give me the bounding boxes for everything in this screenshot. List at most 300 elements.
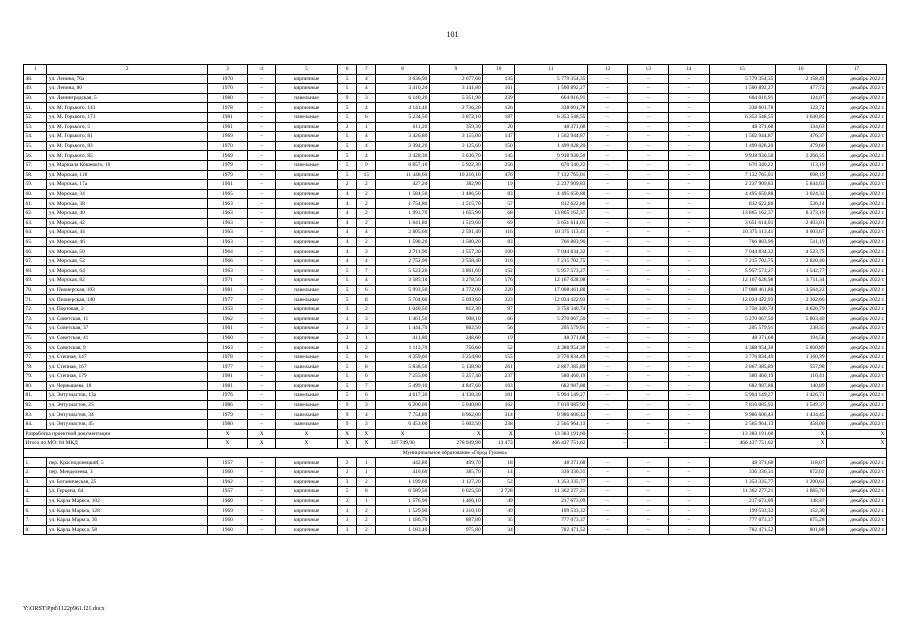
table-cell: – xyxy=(669,180,710,190)
table-cell: ул. Советская, 37 xyxy=(47,324,207,334)
table-cell: декабрь 2022 г. xyxy=(827,400,887,410)
table-cell: 1 549,37 xyxy=(775,400,826,410)
table-row xyxy=(24,295,887,305)
table-cell: 5 844,63 xyxy=(775,180,826,190)
table-cell: 1986 xyxy=(207,400,248,410)
table-cell: 812 622,86 xyxy=(709,199,775,209)
table-cell: – xyxy=(248,304,276,314)
table-cell: панельные xyxy=(276,391,338,401)
table-cell: 162 xyxy=(483,400,515,410)
table-cell: ул. Портовая, 2 xyxy=(47,304,207,314)
table-cell: – xyxy=(669,256,710,266)
table-cell: 1 486,50 xyxy=(429,189,482,199)
table-cell: 13 383 191,60 xyxy=(709,429,775,439)
table-cell: – xyxy=(628,506,669,516)
table-row xyxy=(24,189,887,199)
column-header: 16 xyxy=(775,65,826,75)
table-cell: 199 533,32 xyxy=(515,506,588,516)
table-cell: 67. xyxy=(24,256,47,266)
table-cell: 69. xyxy=(24,276,47,286)
table-cell: 50. xyxy=(24,93,47,103)
table-cell: декабрь 2022 г. xyxy=(827,506,887,516)
table-cell: – xyxy=(628,103,669,113)
table-cell: кирпичные xyxy=(276,372,338,382)
table-cell: 9 xyxy=(337,400,356,410)
table-cell: 1 993,70 xyxy=(376,208,429,218)
table-cell: – xyxy=(628,419,669,429)
table-cell: – xyxy=(587,324,628,334)
table-cell: 10 216,10 xyxy=(429,170,482,180)
table-cell: 3 155,00 xyxy=(429,132,482,142)
table-cell: – xyxy=(628,400,669,410)
table-cell: 8. xyxy=(24,525,47,535)
table-cell: 3 278,50 xyxy=(429,276,482,286)
table-cell: ул. Морская, 34 xyxy=(47,189,207,199)
table-cell: X xyxy=(483,429,515,439)
table-cell: кирпичные xyxy=(276,515,338,525)
table-cell: 5 957 573,27 xyxy=(709,266,775,276)
table-cell: – xyxy=(248,458,276,468)
table-cell: 2 xyxy=(337,333,356,343)
column-header: 10 xyxy=(483,65,515,75)
table-cell: 5 xyxy=(337,170,356,180)
table-cell: 1963 xyxy=(207,266,248,276)
table-cell: 70. xyxy=(24,285,47,295)
table-cell: – xyxy=(628,515,669,525)
table-cell: 5 779 354,35 xyxy=(515,74,588,84)
table-cell: – xyxy=(669,199,710,209)
table-cell: пер. Менделеева, 3 xyxy=(47,467,207,477)
table-cell: декабрь 2022 г. xyxy=(827,467,887,477)
table-cell: – xyxy=(669,84,710,94)
table-cell: 766 883,96 xyxy=(709,237,775,247)
table-cell: 2 xyxy=(357,237,376,247)
table-cell: 7 044 834,32 xyxy=(515,247,588,257)
table-cell: ул. Энтузиастов, 45 xyxy=(47,419,207,429)
table-cell: 65. xyxy=(24,237,47,247)
table-cell: – xyxy=(628,525,669,535)
table-cell: 1961 xyxy=(207,324,248,334)
table-cell: декабрь 2022 г. xyxy=(827,199,887,209)
table-cell: – xyxy=(628,84,669,94)
table-cell: 12 034 422,93 xyxy=(515,295,588,305)
table-cell: 4 xyxy=(357,84,376,94)
table-cell: 5 xyxy=(337,151,356,161)
table-cell: 2 867 385,89 xyxy=(709,362,775,372)
table-cell: – xyxy=(628,122,669,132)
table-cell: 3 xyxy=(337,314,356,324)
table-cell: 1960 xyxy=(207,496,248,506)
table-cell: – xyxy=(669,103,710,113)
table-cell: – xyxy=(248,228,276,238)
table-cell: 11 448,60 xyxy=(376,170,429,180)
table-cell: 7 xyxy=(357,381,376,391)
table-cell: – xyxy=(628,170,669,180)
table-cell: 1 xyxy=(357,458,376,468)
table-cell: 3 xyxy=(357,93,376,103)
table-cell: 1 426,71 xyxy=(775,391,826,401)
table-cell: – xyxy=(669,189,710,199)
table-cell: 409,70 xyxy=(429,458,482,468)
table-cell: 8 xyxy=(357,487,376,497)
table-cell: кирпичные xyxy=(276,496,338,506)
table-cell: 15 xyxy=(357,170,376,180)
table-cell: – xyxy=(587,237,628,247)
table-cell: – xyxy=(248,266,276,276)
table-cell: 2 xyxy=(357,343,376,353)
table-cell: – xyxy=(248,180,276,190)
table-row xyxy=(24,400,887,410)
table-cell: ул. Карла Маркса, 58 xyxy=(47,525,207,535)
table-cell: панельные xyxy=(276,352,338,362)
table-cell: 3 141,80 xyxy=(429,84,482,94)
file-path-footer: Y:\ORST\Ppd\1122p961.f21.docx xyxy=(23,606,105,612)
table-cell: 75. xyxy=(24,333,47,343)
table-cell: декабрь 2022 г. xyxy=(827,122,887,132)
column-header: 13 xyxy=(628,65,669,75)
table-cell: – xyxy=(669,525,710,535)
table-cell: ул. Морская, 44 xyxy=(47,228,207,238)
table-cell: 1979 xyxy=(207,410,248,420)
table-cell: 4 xyxy=(337,247,356,257)
table-cell: – xyxy=(669,477,710,487)
table-cell: 97 xyxy=(483,304,515,314)
table-cell: 82. xyxy=(24,400,47,410)
table-cell: – xyxy=(628,93,669,103)
table-cell: 1 127,20 xyxy=(429,477,482,487)
table-cell: 5 904 149,27 xyxy=(709,391,775,401)
table-cell: – xyxy=(669,400,710,410)
table-cell: 1960 xyxy=(207,333,248,343)
table-cell: 1969 xyxy=(207,506,248,516)
table-cell: 1964 xyxy=(207,247,248,257)
table-row xyxy=(24,458,887,468)
table-cell: 1 576,90 xyxy=(376,496,429,506)
table-cell: декабрь 2022 г. xyxy=(827,314,887,324)
table-cell: 862,50 xyxy=(429,324,482,334)
table-cell: 6 962,00 xyxy=(429,410,482,420)
table-cell: 19 xyxy=(483,180,515,190)
table-cell: 2 711,90 xyxy=(376,247,429,257)
table-cell: 1 598,20 xyxy=(376,237,429,247)
table-cell: 6 589,50 xyxy=(376,487,429,497)
table-cell: декабрь 2022 г. xyxy=(827,525,887,535)
table-cell: – xyxy=(669,237,710,247)
table-cell: кирпичные xyxy=(276,228,338,238)
table-cell: – xyxy=(628,237,669,247)
table-cell: панельные xyxy=(276,410,338,420)
table-cell: 176 xyxy=(483,276,515,286)
table-cell: 1 444,70 xyxy=(376,324,429,334)
table-row xyxy=(24,218,887,228)
table-cell: X xyxy=(827,429,887,439)
table-cell: – xyxy=(669,276,710,286)
table-cell: ул. Энтузиастов, 25 xyxy=(47,400,207,410)
table-cell: декабрь 2022 г. xyxy=(827,93,887,103)
table-cell: – xyxy=(628,391,669,401)
table-cell: 476 xyxy=(483,170,515,180)
table-row xyxy=(24,151,887,161)
column-header: 7 xyxy=(357,65,376,75)
table-cell: 4 359,60 xyxy=(376,352,429,362)
table-cell: 100 xyxy=(483,247,515,257)
column-header: 15 xyxy=(709,65,775,75)
table-cell: – xyxy=(628,266,669,276)
table-cell: панельные xyxy=(276,160,338,170)
table-cell: 1. xyxy=(24,458,47,468)
table-cell: декабрь 2022 г. xyxy=(827,324,887,334)
table-cell: 17 008 461,88 xyxy=(515,285,588,295)
table-cell: ул. Морская, 46 xyxy=(47,237,207,247)
table-cell: 1981 xyxy=(207,372,248,382)
table-cell: – xyxy=(669,151,710,161)
table-cell: 69 xyxy=(483,218,515,228)
table-cell: 5 803,40 xyxy=(775,314,826,324)
table-cell: декабрь 2022 г. xyxy=(827,151,887,161)
table-cell: – xyxy=(628,362,669,372)
column-header: 1 xyxy=(24,65,47,75)
table-cell: 664 016,91 xyxy=(515,93,588,103)
table-cell: 5 xyxy=(337,74,356,84)
table-cell: 1 353 335,77 xyxy=(709,477,775,487)
table-cell: – xyxy=(669,141,710,151)
table-cell: кирпичные xyxy=(276,208,338,218)
table-cell: пер. Краснодонецкий, 5 xyxy=(47,458,207,468)
table-cell: 1957 xyxy=(207,487,248,497)
table-cell: – xyxy=(628,487,669,497)
table-cell: 4 617,30 xyxy=(376,391,429,401)
table-cell: 2 362,66 xyxy=(775,295,826,305)
table-cell: – xyxy=(587,276,628,286)
table-cell: 1 040,50 xyxy=(376,304,429,314)
table-cell: ул. Ленина, 80 xyxy=(47,84,207,94)
table-cell: – xyxy=(587,400,628,410)
table-cell: – xyxy=(587,333,628,343)
table-cell: 278 949,90 xyxy=(429,439,482,449)
table-cell: 56. xyxy=(24,151,47,161)
table-cell: 466 437 751,62 xyxy=(515,439,588,449)
table-row xyxy=(24,170,887,180)
table-cell: – xyxy=(628,410,669,420)
table-cell: – xyxy=(669,266,710,276)
table-cell: кирпичные xyxy=(276,477,338,487)
table-row xyxy=(24,112,887,122)
table-cell: 812 622,86 xyxy=(515,199,588,209)
table-cell: 59. xyxy=(24,180,47,190)
table-cell: 205 579,91 xyxy=(515,324,588,334)
table-cell: 13 473 xyxy=(483,439,515,449)
table-cell: – xyxy=(628,458,669,468)
table-row xyxy=(24,160,887,170)
table-cell: 2 xyxy=(357,525,376,535)
table-cell: 7 215 702,75 xyxy=(515,256,588,266)
table-cell: – xyxy=(628,256,669,266)
table-cell: 5 351,90 xyxy=(429,93,482,103)
table-cell: кирпичные xyxy=(276,304,338,314)
table-cell: 2 558,40 xyxy=(429,256,482,266)
table-cell: 9 986 606,43 xyxy=(515,410,588,420)
table-cell: 4 xyxy=(337,208,356,218)
table-cell: декабрь 2022 г. xyxy=(827,304,887,314)
table-cell: 123,74 xyxy=(775,103,826,113)
table-cell: декабрь 2022 г. xyxy=(827,103,887,113)
table-row xyxy=(24,352,887,362)
table-cell: 205 579,91 xyxy=(709,324,775,334)
table-cell: 682 987,88 xyxy=(515,381,588,391)
table-cell: 1 640,85 xyxy=(775,112,826,122)
table-cell: декабрь 2022 г. xyxy=(827,84,887,94)
table-row xyxy=(24,487,887,497)
table-cell: 1 200,62 xyxy=(775,477,826,487)
table-cell: 5 993,50 xyxy=(376,285,429,295)
table-cell: – xyxy=(587,496,628,506)
table-cell: 385,70 xyxy=(429,467,482,477)
table-cell: – xyxy=(628,276,669,286)
section-row xyxy=(24,448,887,458)
table-cell: – xyxy=(628,304,669,314)
table-cell: – xyxy=(669,112,710,122)
table-cell: ул. Карла Маркса, 102 xyxy=(47,496,207,506)
table-cell: ул. Морская, 17а xyxy=(47,180,207,190)
table-cell: – xyxy=(628,151,669,161)
table-cell: 152 xyxy=(483,266,515,276)
table-cell: – xyxy=(248,525,276,535)
table-cell: – xyxy=(248,84,276,94)
table-cell: 2 677,60 xyxy=(429,74,482,84)
table-cell: декабрь 2022 г. xyxy=(827,352,887,362)
table-cell: – xyxy=(587,132,628,142)
table-row xyxy=(24,343,887,353)
table-cell: – xyxy=(669,506,710,516)
table-row xyxy=(24,410,887,420)
table-cell: 1 xyxy=(357,122,376,132)
table-cell: 64. xyxy=(24,228,47,238)
section-title: Муниципальное образование «Город Гуково» xyxy=(24,448,887,458)
table-cell: ул. Ботаническая, 25 xyxy=(47,477,207,487)
table-cell: 3 036,70 xyxy=(429,151,482,161)
table-cell: 4 xyxy=(357,228,376,238)
table-cell: 323 xyxy=(483,295,515,305)
table-cell: – xyxy=(248,160,276,170)
table-cell: 4 xyxy=(357,276,376,286)
table-cell: – xyxy=(587,122,628,132)
table-cell: 68. xyxy=(24,266,47,276)
table-cell: X xyxy=(429,429,482,439)
table-cell: 261 xyxy=(483,362,515,372)
table-cell: 124,07 xyxy=(775,93,826,103)
table-cell: декабрь 2022 г. xyxy=(827,410,887,420)
table-cell: 1 353 335,77 xyxy=(515,477,588,487)
table-cell: X xyxy=(276,439,338,449)
table-cell: 66 xyxy=(483,314,515,324)
table-cell: – xyxy=(628,477,669,487)
table-cell: ул. Морская, 38 xyxy=(47,199,207,209)
table-cell: 76. xyxy=(24,343,47,353)
table-cell: 71. xyxy=(24,295,47,305)
table-cell: – xyxy=(587,189,628,199)
table-cell: – xyxy=(587,381,628,391)
table-row xyxy=(24,525,887,535)
table-row xyxy=(24,228,887,238)
table-cell: 3. xyxy=(24,477,47,487)
table-cell: ул. Энтузиастов, 34 xyxy=(47,410,207,420)
table-cell: 116 xyxy=(483,228,515,238)
table-row xyxy=(24,381,887,391)
table-cell: 6 200,00 xyxy=(376,400,429,410)
table-cell: 5 xyxy=(337,352,356,362)
table-cell: 52. xyxy=(24,112,47,122)
table-cell: – xyxy=(587,93,628,103)
table-cell: X xyxy=(775,429,826,439)
table-cell: ул. М. Горького, 85 xyxy=(47,151,207,161)
table-row xyxy=(24,93,887,103)
table-cell: 410,60 xyxy=(376,467,429,477)
table-cell: 7 215 702,75 xyxy=(709,256,775,266)
table-cell: 6 025,50 xyxy=(429,487,482,497)
table-cell: панельные xyxy=(276,400,338,410)
table-cell: 4 xyxy=(357,151,376,161)
table-cell: кирпичные xyxy=(276,132,338,142)
table-cell: – xyxy=(587,74,628,84)
table-cell: 10 375 113,41 xyxy=(709,228,775,238)
table-cell: – xyxy=(628,141,669,151)
table-cell: – xyxy=(669,228,710,238)
table-cell: ул. Морская, 64 xyxy=(47,266,207,276)
table-cell: декабрь 2022 г. xyxy=(827,160,887,170)
table-cell: 1963 xyxy=(207,199,248,209)
table-cell: 6 xyxy=(357,391,376,401)
table-cell: 2 237 909,83 xyxy=(515,180,588,190)
table-cell: 6 353 548,55 xyxy=(515,112,588,122)
table-cell: – xyxy=(587,160,628,170)
table-cell: – xyxy=(248,333,276,343)
table-row xyxy=(24,247,887,257)
table-cell: 3 xyxy=(357,400,376,410)
table-cell: 148,47 xyxy=(775,496,826,506)
table-cell: 2 867 385,89 xyxy=(515,362,588,372)
table-cell: 4 772,00 xyxy=(429,285,482,295)
column-header: 6 xyxy=(337,65,356,75)
table-cell: 2 xyxy=(337,180,356,190)
table-cell: 4 003,67 xyxy=(775,228,826,238)
table-cell: 13 383 191,60 xyxy=(515,429,588,439)
table-cell: 4 523,75 xyxy=(775,247,826,257)
table-cell: – xyxy=(248,93,276,103)
table-cell: ул. Степная, 179 xyxy=(47,372,207,382)
table-cell: 5 957 573,27 xyxy=(515,266,588,276)
table-cell: 5 xyxy=(337,103,356,113)
table-cell: – xyxy=(669,160,710,170)
table-cell: – xyxy=(248,218,276,228)
header-row xyxy=(24,65,887,75)
table-cell: 5 xyxy=(337,160,356,170)
table-cell: 2 xyxy=(337,496,356,506)
table-cell: 3 776 834,49 xyxy=(515,352,588,362)
table-cell: – xyxy=(248,477,276,487)
table-cell: 9 xyxy=(337,93,356,103)
table-cell: кирпичные xyxy=(276,103,338,113)
table-cell: 57. xyxy=(24,160,47,170)
table-cell: X xyxy=(276,429,338,439)
table-cell: 5 040,80 xyxy=(429,400,482,410)
table-cell: 2 xyxy=(357,199,376,209)
table-cell: – xyxy=(248,256,276,266)
table-cell: 1960 xyxy=(207,525,248,535)
table-cell: – xyxy=(669,372,710,382)
table-cell: 3 xyxy=(337,343,356,353)
table-cell: кирпичные xyxy=(276,170,338,180)
table-cell: панельные xyxy=(276,93,338,103)
